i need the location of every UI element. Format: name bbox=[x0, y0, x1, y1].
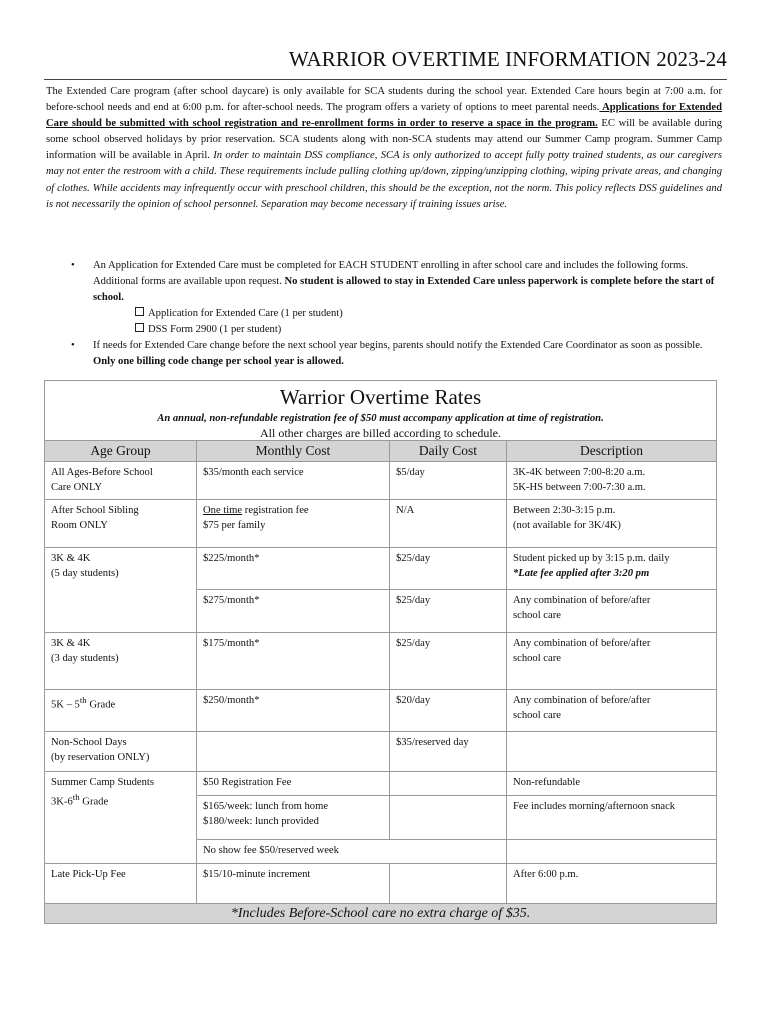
cell-text: Between 2:30-3:15 p.m. bbox=[513, 504, 616, 516]
table-cell bbox=[507, 461, 717, 499]
cell-text: All Ages-Before School bbox=[51, 466, 153, 478]
cell-text: school care bbox=[513, 610, 561, 621]
cell-text: Any combination of before/after bbox=[513, 637, 651, 649]
cell-text: $75 per family bbox=[203, 520, 266, 531]
superscript: th bbox=[72, 792, 80, 802]
cell-text: school care bbox=[513, 653, 561, 664]
cell-text: Summer Camp Students bbox=[51, 776, 154, 788]
cell-text: school care bbox=[513, 710, 561, 721]
cell-text bbox=[203, 503, 383, 519]
intro-dss-policy: In order to maintain DSS compliance, SCA is only authorized to accept fully potty trained students, as our caregivers may not enter the restroom with a child. These requirements include pulling clothing up/down, zipping/unzipping clothing, wiping private areas, and changing of clothes. While accidents may infrequently occur with preschool children, this should be the exception, not the norm. This policy reflects DSS guidelines and is not necessarily the opinion of school personnel. Separation may become necessary if training issues arise. bbox=[46, 150, 722, 210]
table-row bbox=[45, 863, 717, 903]
page-title: WARRIOR OVERTIME INFORMATION 2023-24 bbox=[288, 47, 727, 71]
sub-list-item bbox=[46, 322, 722, 338]
table-cell: After 6:00 p.m. bbox=[507, 863, 717, 903]
requirements-list bbox=[46, 258, 722, 370]
table-cell: $225/month* bbox=[197, 547, 390, 589]
cell-text: Non-School Days bbox=[51, 736, 127, 748]
bullet-bold-text: Only one billing code change per school year is allowed. bbox=[93, 356, 344, 367]
table-cell: $25/day bbox=[390, 547, 507, 589]
table-cell: $50 Registration Fee bbox=[197, 771, 390, 795]
table-cell bbox=[507, 689, 717, 731]
registration-fee-note: An annual, non-refundable registration fee of $50 must accompany application at time of registration. bbox=[157, 413, 604, 424]
cell-text: $165/week: lunch from home bbox=[203, 800, 329, 812]
table-cell: $15/10-minute increment bbox=[197, 863, 390, 903]
table-cell: $20/day bbox=[390, 689, 507, 731]
table-cell bbox=[45, 771, 197, 863]
table-cell: $25/day bbox=[390, 589, 507, 632]
table-cell bbox=[197, 731, 390, 771]
table-cell: Late Pick-Up Fee bbox=[45, 863, 197, 903]
cell-text: Grade bbox=[79, 796, 109, 808]
sub-item-text: Application for Extended Care (1 per student) bbox=[148, 308, 343, 319]
column-header: Age Group bbox=[45, 441, 197, 462]
table-cell: N/A bbox=[390, 499, 507, 547]
table-row bbox=[45, 632, 717, 689]
column-header: Daily Cost bbox=[390, 441, 507, 462]
table-cell bbox=[45, 632, 197, 689]
table-cell bbox=[390, 863, 507, 903]
table-row bbox=[45, 461, 717, 499]
title-divider bbox=[44, 79, 727, 80]
cell-text: Any combination of before/after bbox=[513, 694, 651, 706]
cell-text: (by reservation ONLY) bbox=[51, 752, 150, 763]
rates-title: Warrior Overtime Rates bbox=[279, 385, 482, 409]
bullet-text: An Application for Extended Care must be completed for EACH STUDENT enrolling in after school care and includes the following forms. Additional forms are available upon request. bbox=[93, 260, 688, 287]
table-cell bbox=[507, 731, 717, 771]
cell-text bbox=[51, 790, 190, 810]
cell-text: (3 day students) bbox=[51, 653, 119, 664]
table-cell: Fee includes morning/afternoon snack bbox=[507, 795, 717, 839]
cell-text: Care ONLY bbox=[51, 482, 103, 493]
table-cell bbox=[197, 499, 390, 547]
cell-text: Any combination of before/after bbox=[513, 594, 651, 606]
sub-item-text: DSS Form 2900 (1 per student) bbox=[148, 324, 282, 335]
table-cell bbox=[45, 547, 197, 632]
column-header: Monthly Cost bbox=[197, 441, 390, 462]
table-cell bbox=[45, 499, 197, 547]
superscript: th bbox=[79, 694, 87, 705]
table-cell bbox=[45, 689, 197, 731]
cell-text: Grade bbox=[86, 699, 116, 711]
table-header-row bbox=[45, 441, 717, 462]
table-cell bbox=[507, 547, 717, 589]
table-cell bbox=[507, 632, 717, 689]
table-cell bbox=[390, 771, 507, 795]
table-cell: $175/month* bbox=[197, 632, 390, 689]
table-cell bbox=[390, 795, 507, 839]
cell-text: Room ONLY bbox=[51, 520, 108, 531]
intro-text-continued: EC will be available during some school observed holidays by prior reservation. SCA students along with non-SCA students may attend our Summer Camp program. Summer Camp information will be available in April. bbox=[46, 118, 722, 162]
checkbox-icon bbox=[135, 307, 144, 316]
table-row bbox=[45, 731, 717, 771]
late-fee-note: *Late fee applied after 3:20 pm bbox=[513, 568, 650, 579]
table-cell: Non-refundable bbox=[507, 771, 717, 795]
intro-application-notice: Applications for Extended Care should be submitted with school registration and re-enrollment forms in order to reserve a space in the program. bbox=[46, 102, 722, 130]
rates-header bbox=[45, 381, 717, 441]
table-cell: $5/day bbox=[390, 461, 507, 499]
bullet-bold-text: No student is allowed to stay in Extended Care unless paperwork is complete before the start of school. bbox=[93, 276, 715, 303]
cell-text: 5K-HS between 7:00-7:30 a.m. bbox=[513, 482, 646, 493]
checkbox-icon bbox=[135, 323, 144, 332]
sub-list-item bbox=[46, 306, 722, 322]
table-cell: $35/month each service bbox=[197, 461, 390, 499]
intro-paragraph bbox=[46, 84, 722, 213]
bullet-icon: • bbox=[71, 260, 75, 271]
cell-text: 3K-6 bbox=[51, 796, 73, 808]
column-header: Description bbox=[507, 441, 717, 462]
table-row bbox=[45, 771, 717, 795]
cell-text: $180/week: lunch provided bbox=[203, 816, 319, 827]
table-cell bbox=[507, 499, 717, 547]
cell-text: 3K & 4K bbox=[51, 552, 91, 564]
list-item bbox=[46, 258, 722, 306]
cell-text: 3K-4K between 7:00-8:20 a.m. bbox=[513, 466, 646, 478]
table-cell bbox=[197, 795, 390, 839]
list-item bbox=[46, 338, 722, 370]
footer-note: *Includes Before-School care no extra charge of $35. bbox=[45, 903, 717, 924]
bullet-text: If needs for Extended Care change before the next school year begins, parents should notify the Extended Care Coordinator as soon as possible. bbox=[93, 340, 703, 351]
bullet-icon: • bbox=[71, 340, 75, 351]
cell-text: (5 day students) bbox=[51, 568, 119, 579]
cell-text: 3K & 4K bbox=[51, 637, 91, 649]
rates-table bbox=[44, 380, 717, 924]
table-footer-row bbox=[45, 903, 717, 924]
table-cell: $250/month* bbox=[197, 689, 390, 731]
table-cell: No show fee $50/reserved week bbox=[197, 839, 507, 863]
intro-text: The Extended Care program (after school daycare) is only available for SCA students during the school year. Extended Care hours begin at 7:00 a.m. for before-school needs and end at 6:00 p.m. for after-school needs. The program offers a variety of options to meet parental needs. bbox=[46, 86, 722, 114]
underlined-text: One time bbox=[203, 504, 243, 516]
table-cell: $275/month* bbox=[197, 589, 390, 632]
cell-text: (not available for 3K/4K) bbox=[513, 520, 621, 531]
table-cell: $35/reserved day bbox=[390, 731, 507, 771]
table-cell: $25/day bbox=[390, 632, 507, 689]
billing-note: All other charges are billed according to schedule. bbox=[259, 426, 502, 440]
cell-text: 5K – 5 bbox=[51, 699, 80, 711]
table-cell bbox=[45, 731, 197, 771]
table-row bbox=[45, 689, 717, 731]
cell-text: registration fee bbox=[242, 504, 309, 516]
table-cell bbox=[507, 839, 717, 863]
table-row bbox=[45, 547, 717, 589]
table-cell bbox=[507, 589, 717, 632]
table-cell bbox=[45, 461, 197, 499]
table-row bbox=[45, 499, 717, 547]
cell-text: After School Sibling bbox=[51, 504, 139, 516]
cell-text: Student picked up by 3:15 p.m. daily bbox=[513, 552, 670, 564]
